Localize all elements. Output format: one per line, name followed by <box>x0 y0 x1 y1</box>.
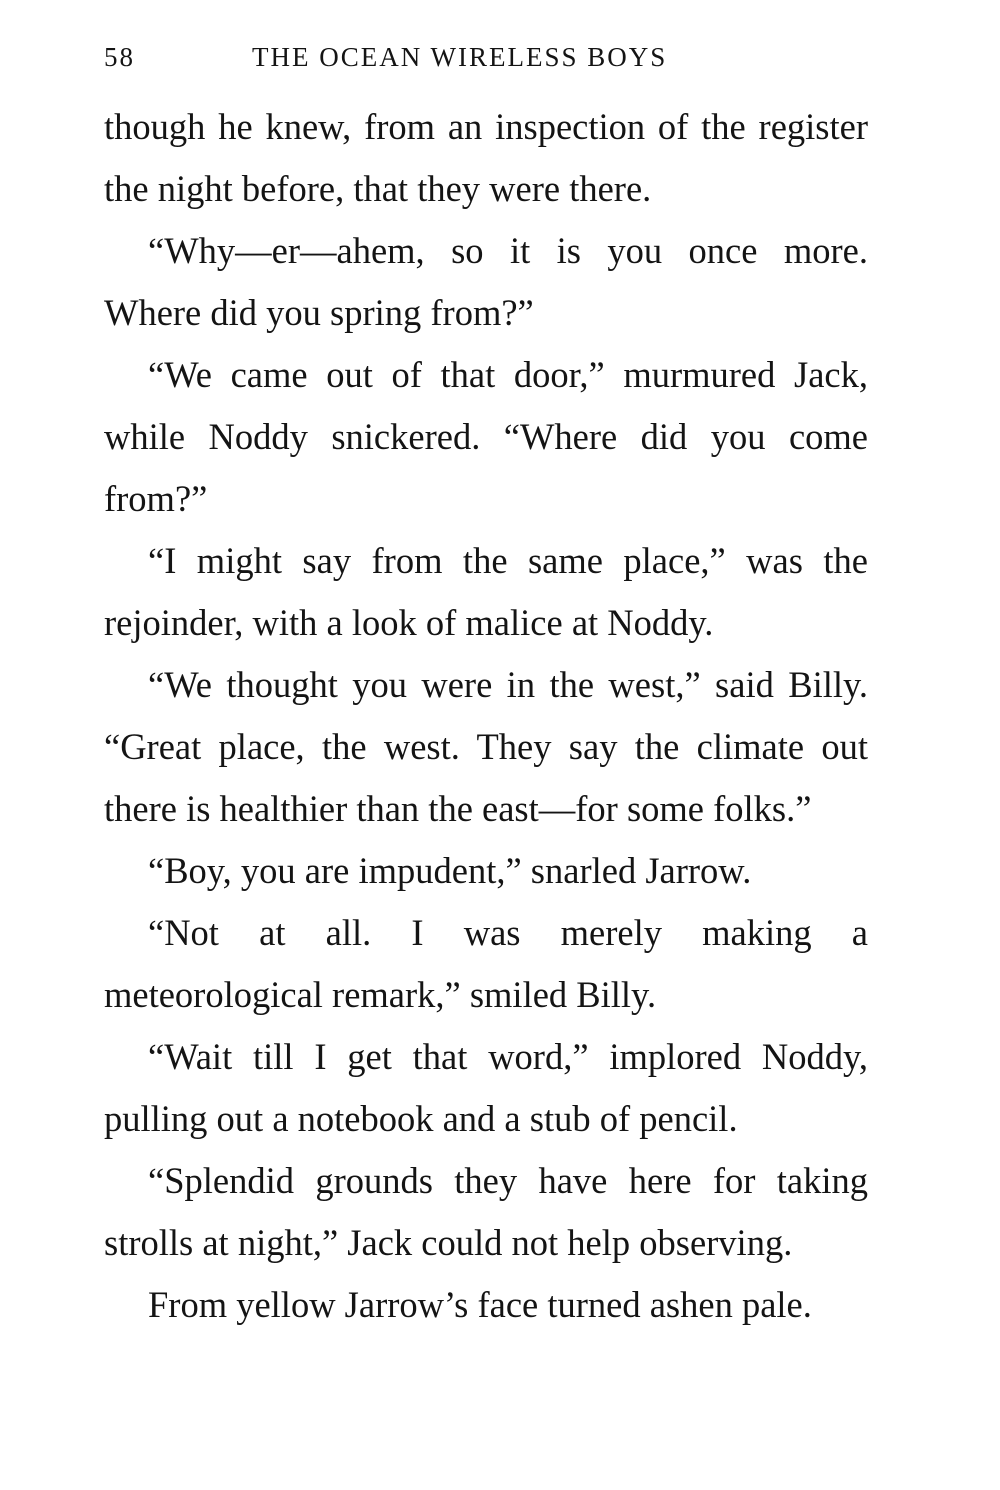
paragraph-2: “Why—er—ahem, so it is you once more. Where did you spring from?” <box>104 230 868 333</box>
paragraph-4: “I might say from the same place,” was the rejoinder, with a look of malice at Noddy. <box>104 540 868 643</box>
running-title: THE OCEAN WIRELESS BOYS <box>252 42 668 72</box>
paragraph-10: From yellow Jarrow’s face turned ashen pale. <box>148 1284 812 1325</box>
paragraph-6: “Boy, you are impudent,” snarled Jarrow. <box>148 850 752 891</box>
paragraph-1: though he knew, from an inspection of the register the night before, that they were there. <box>104 106 868 209</box>
paragraph-3: “We came out of that door,” murmured Jack, while Noddy snickered. “Where did you come from?” <box>104 354 868 519</box>
paragraph-7: “Not at all. I was merely making a meteorological remark,” smiled Billy. <box>104 912 868 1015</box>
running-head <box>104 42 874 82</box>
paragraph-5: “We thought you were in the west,” said Billy. “Great place, the west. They say the climate out there is healthier than the east—for some folks.” <box>104 664 868 829</box>
page-number: 58 <box>104 42 135 72</box>
paragraph-8: “Wait till I get that word,” implored Noddy, pulling out a notebook and a stub of pencil. <box>104 1036 868 1139</box>
paragraph-9: “Splendid grounds they have here for taking strolls at night,” Jack could not help observing. <box>104 1160 868 1263</box>
body-text <box>104 96 868 1336</box>
